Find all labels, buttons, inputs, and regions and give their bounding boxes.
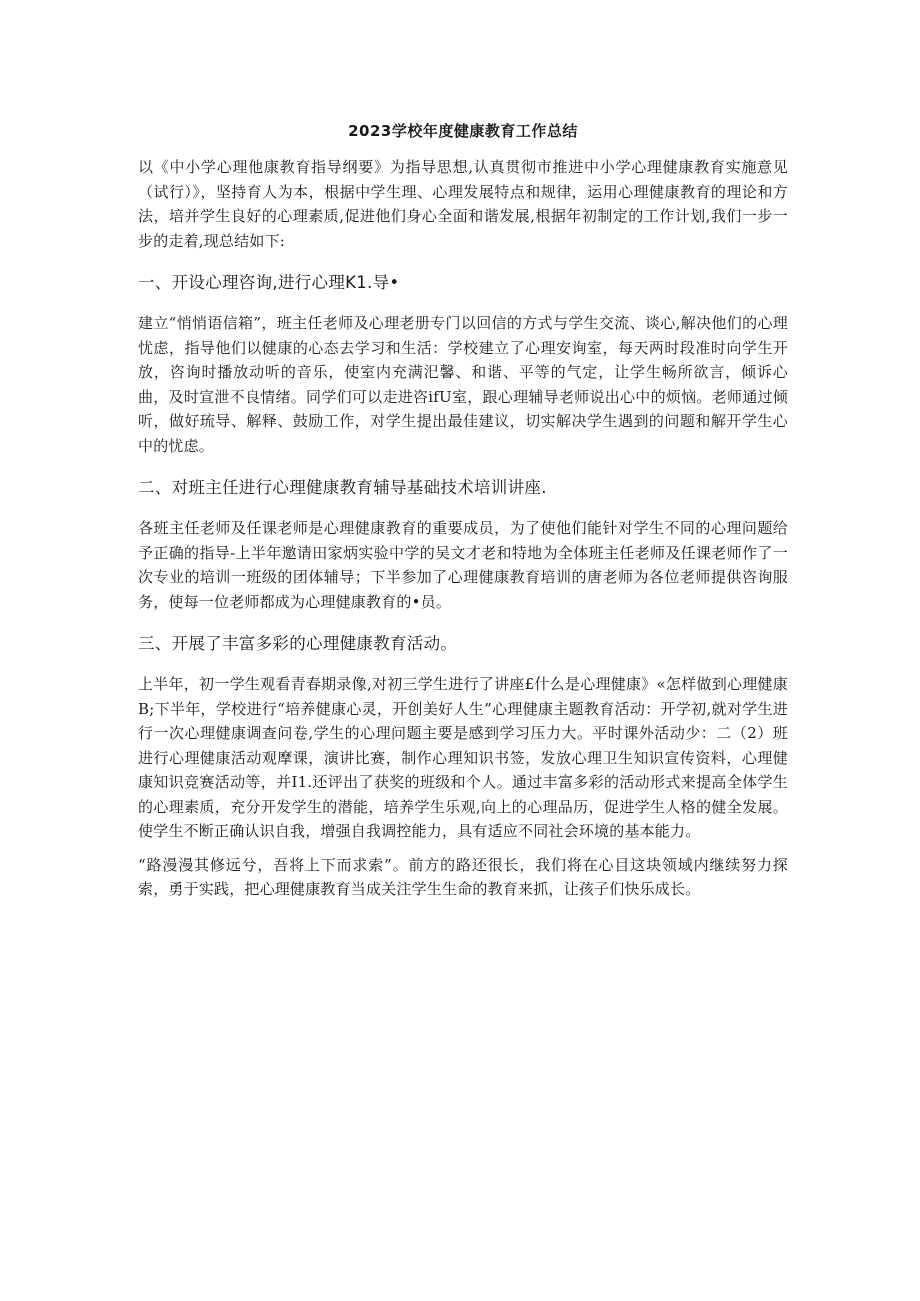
section-1-heading: 一、开设心理咨询,进行心理K1.导•	[138, 273, 400, 292]
intro-paragraph: 以《中小学心理他康教育指导纲要》为指导思想,认真贯彻市推进中小学心理健康教育实施意见（试行）》，坚持育人为本，根据中学生理、心理发展特点和规律，运用心理健康教育的理论和方法，培并学生良好的心理素质,促进他们身心全面和谐发展,根据年初制定的工作计划,我们一步一步的走着,现总结如下:	[138, 158, 788, 250]
section-2-heading: 二、对班主任进行心理健康教育辅导基础技术培训讲座.	[138, 478, 547, 497]
section-2-body: 各班主任老师及任课老师是心理健康教育的重要成员，为了使他们能针对学生不同的心理问题给予正确的指导-上半年邀请田家炳实验中学的吴文才老和特地为全体班主任老师及任课老师作了一次专业的培训一班级的团体辅导；下半参加了心理健康教育培训的唐老师为各位老师提供咨询服务，使每一位老师都成为心理健康教育的•员。	[138, 519, 788, 611]
section-1-body: 建立“悄悄语信箱”，班主任老师及心理老册专门以回信的方式与学生交流、谈心,解决他们的心理忧虑，指导他们以健康的心态去学习和生活：学校建立了心理安询室，每天两时段准时向学生开放，咨询时播放动听的音乐，使室内充满汜馨、和谐、平等的气定，让学生畅所欲言，倾诉心曲，及时宣泄不良情绪。同学们可以走进咨ifU室，跟心理辅导老师说出心中的烦恼。老师通过倾听，做好琉导、解释、鼓励工作，对学生提出最佳建议，切实解决学生遇到的问题和解开学生心中的忧虑。	[138, 314, 788, 455]
document-page	[138, 112, 788, 902]
conclusion-paragraph: “路漫漫其修远兮，吾将上下而求索”。前方的路还很长，我们将在心目这块领域内继续努力探索，勇于实践，把心理健康教育当成关注学生生命的教育来抓，让孩子们快乐成长。	[138, 855, 788, 898]
section-3-heading: 三、开展了丰富多彩的心理健康教育活动。	[138, 634, 458, 653]
section-3-body: 上半年，初一学生观看青春期录像,对初三学生进行了讲座£什么是心理健康》«怎样做到心理健康B;下半年，学校进行“培养健康心灵，开创美好人生”心理健康主题教育活动：开学初,就对学生进行一次心理健康调查问卷,学生的心理问题主要是感到学习压力大。平时课外活动少：二（2）班进行心理健康活动观摩课，演讲比赛，制作心理知识书签，发放心理卫生知识宣传资料，心理健康知识竞赛活动等，并I1.还评出了获奖的班级和个人。通过丰富多彩的活动形式来提高全体学生的心理素质，充分开发学生的潜能，培养学生乐观,向上的心理品历，促进学生人格的健全发展。使学生不断正确认识自我，增强自我调控能力，具有适应不同社会环境的基本能力。	[138, 675, 788, 840]
document-title: 2023学校年度健康教育工作总结	[348, 122, 578, 140]
